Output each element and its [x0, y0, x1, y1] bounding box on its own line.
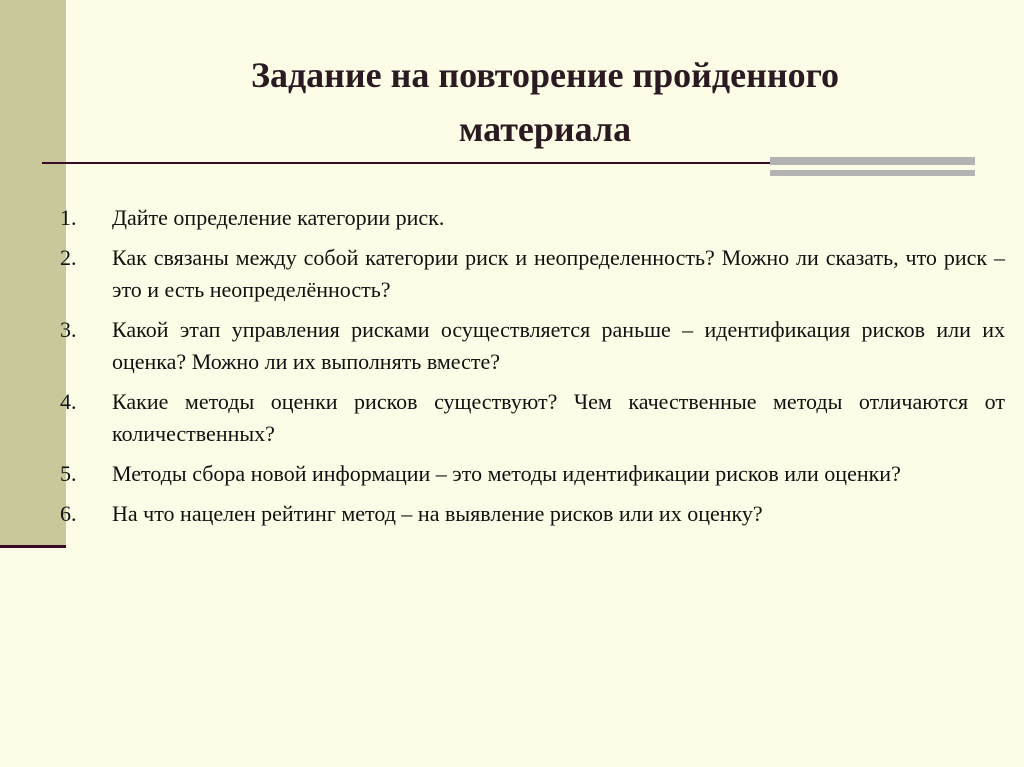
list-item	[60, 314, 1005, 378]
list-item	[60, 458, 1005, 490]
decorative-grey-bar	[770, 157, 975, 165]
task-list	[60, 202, 1005, 538]
slide-title-line-2: материала	[458, 109, 632, 149]
list-item-text: Как связаны между собой категории риск и неопределенность? Можно ли сказать, что риск – это и есть неопределённость?	[112, 245, 1005, 302]
list-item-number: 2.	[60, 245, 77, 270]
list-item-number: 5.	[60, 461, 77, 486]
list-item-number: 6.	[60, 501, 77, 526]
list-item	[60, 242, 1005, 306]
list-item-number: 1.	[60, 205, 77, 230]
list-item-number: 3.	[60, 317, 77, 342]
list-item-text: Какой этап управления рисками осуществляется раньше – идентификация рисков или их оценка? Можно ли их выполнять вместе?	[112, 317, 1005, 374]
list-item-text: На что нацелен рейтинг метод – на выявление рисков или их оценку?	[112, 501, 763, 526]
slide-title-line-1: Задание на повторение пройденного	[250, 55, 840, 95]
list-item	[60, 498, 1005, 530]
list-item-number: 4.	[60, 389, 77, 414]
list-item-text: Какие методы оценки рисков существуют? Чем качественные методы отличаются от количественных?	[112, 389, 1005, 446]
list-item	[60, 386, 1005, 450]
list-item-text: Методы сбора новой информации – это методы идентификации рисков или оценки?	[112, 461, 901, 486]
side-accent-bar	[0, 0, 66, 545]
list-item	[60, 202, 1005, 234]
decorative-grey-bar-lower	[770, 170, 975, 176]
side-accent-rule	[0, 545, 66, 548]
list-item-text: Дайте определение категории риск.	[112, 205, 445, 230]
slide-title	[66, 48, 1024, 156]
